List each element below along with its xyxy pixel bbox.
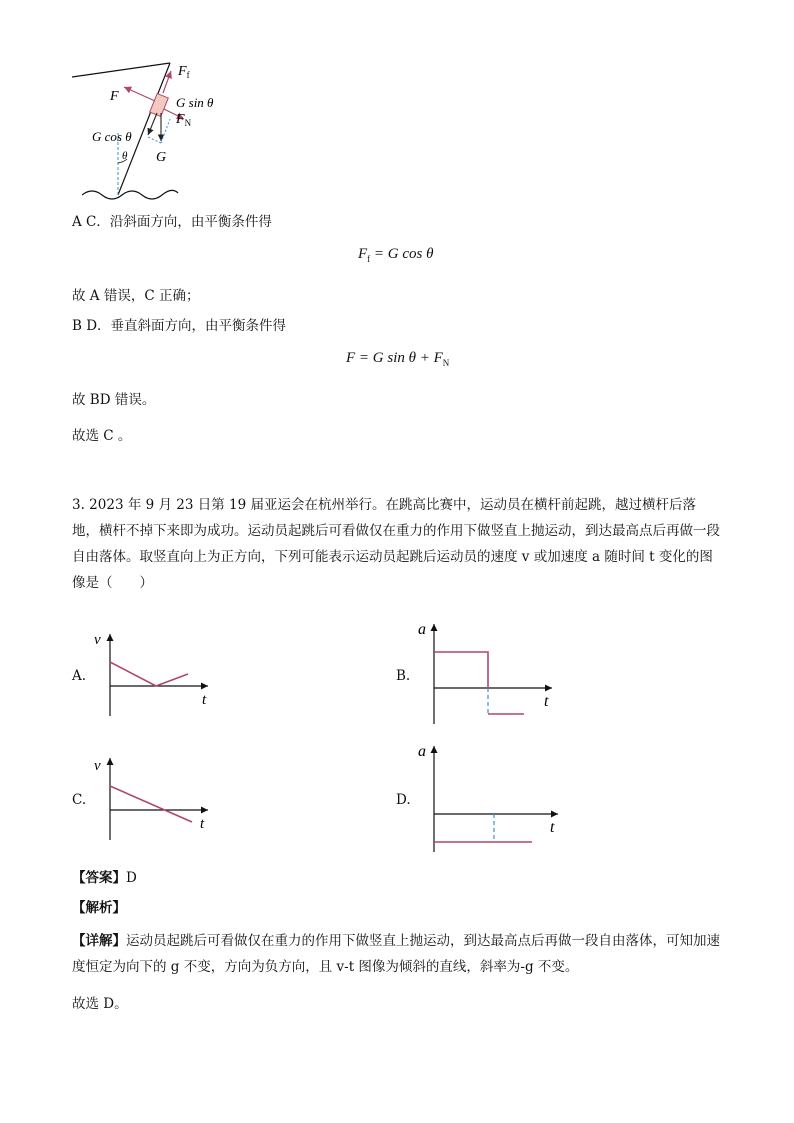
option-b-label: B.: [396, 668, 411, 684]
final-choice: 故选 D。: [72, 996, 128, 1012]
bd-line: B D．垂直斜面方向，由平衡条件得: [72, 318, 287, 334]
ff-arrow: [163, 71, 171, 93]
answer-tag: 【答案】: [72, 870, 126, 886]
f-arrow: [124, 87, 155, 101]
detail-text: 运动员起跳后可看做仅在重力的作用下做竖直上抛运动，到达最高点后再做一段自由落体，可知加速度恒定为向下的 g 不变，方向为负方向，且 v-t 图像为倾斜的直线，斜率为-g 不变。: [72, 933, 720, 975]
option-b-graph: [414, 616, 564, 728]
graph-line: [156, 674, 188, 686]
svg-text:v: v: [94, 758, 101, 774]
incline-top-line: [72, 63, 170, 77]
option-a-graph: [88, 628, 218, 720]
answer-line: [72, 868, 137, 888]
f-label: F: [110, 89, 119, 104]
question-3-text: 3. 2023 年 9 月 23 日第 19 届亚运会在杭州举行。在跳高比赛中，运动员在横杆前起跳，越过横杆后落地，横杆不掉下来即为成功。运动员起跳后可看做仅在重力的作用下做竖直上抛运动，到达最高点后再做一段自由落体。取竖直向上为正方向，下列可能表示运动员起跳后运动员的速度 v 或加速度 a 随时间 t 变化的图像是（ ）: [72, 497, 720, 591]
svg-text:a: a: [418, 621, 426, 638]
graph-line: [110, 786, 192, 822]
fn-label: $F_N$: [176, 112, 192, 128]
theta-label: θ: [122, 150, 128, 162]
analysis-line: [72, 898, 126, 918]
analysis-tag: 【解析】: [72, 900, 126, 916]
gsin-label: G sin θ: [176, 95, 214, 110]
conclusion-bd: 故 BD 错误。: [72, 392, 156, 408]
svg-text:a: a: [418, 743, 426, 760]
answer-value: D: [126, 870, 137, 886]
svg-text:v: v: [94, 632, 101, 648]
gcos-label: G cos θ: [92, 129, 132, 144]
ff-label: $F_f$: [178, 64, 190, 80]
formula-f: F = G $\sin \theta + F_N$: [346, 350, 450, 368]
ac-line: A C．沿斜面方向，由平衡条件得: [72, 214, 272, 230]
option-c-label: C.: [72, 792, 87, 808]
svg-text:t: t: [200, 816, 205, 832]
formula-ff: $F_f = G$ cos θ: [358, 246, 434, 264]
block: [150, 93, 169, 116]
graph-line: [110, 662, 156, 686]
option-c-graph: [88, 752, 218, 844]
option-d-graph: [414, 738, 564, 856]
water-wave: [82, 190, 178, 199]
incline-force-diagram: [60, 55, 240, 205]
detail-paragraph: [72, 928, 722, 980]
svg-text:t: t: [544, 693, 549, 710]
g-label: G: [156, 150, 167, 165]
choice-c: 故选 C 。: [72, 428, 132, 444]
option-a-label: A.: [72, 668, 87, 684]
svg-text:t: t: [550, 819, 555, 836]
option-d-label: D.: [396, 792, 411, 808]
detail-tag: 【详解】: [72, 933, 126, 949]
svg-text:t: t: [202, 692, 207, 708]
graph-line: [434, 652, 488, 688]
conclusion-ac: 故 A 错误，C 正确；: [72, 288, 200, 304]
